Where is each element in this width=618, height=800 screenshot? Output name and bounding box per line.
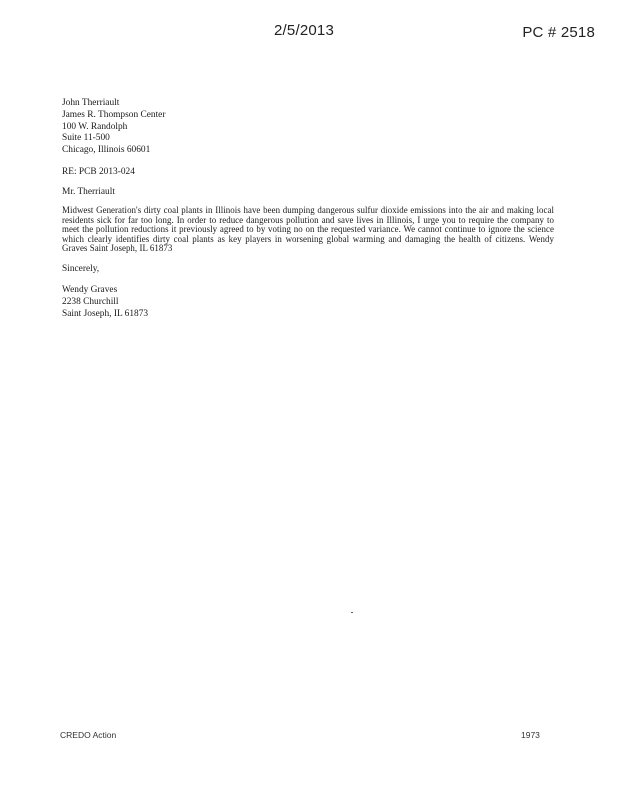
scan-speck <box>351 612 353 613</box>
pc-number-stamp: PC # 2518 <box>522 24 595 41</box>
salutation: Mr. Therriault <box>62 186 115 197</box>
re-line: RE: PCB 2013-024 <box>62 166 135 177</box>
sender-city: Saint Joseph, IL 61873 <box>62 308 149 319</box>
letter-body <box>62 98 554 320</box>
footer-source: CREDO Action <box>60 730 117 740</box>
recipient-city: Chicago, Illinois 60601 <box>62 145 151 156</box>
recipient-building: James R. Thompson Center <box>62 109 166 120</box>
recipient-suite: Suite 11-500 <box>62 133 110 144</box>
filing-date-stamp: 2/5/2013 <box>274 22 334 39</box>
recipient-street: 100 W. Randolph <box>62 121 128 132</box>
recipient-name: John Therriault <box>62 98 120 108</box>
sender-address <box>62 285 554 320</box>
closing: Sincerely, <box>62 263 100 274</box>
sender-street: 2238 Churchill <box>62 296 119 307</box>
footer-page-number: 1973 <box>521 730 540 740</box>
letter-paragraph: Midwest Generation's dirty coal plants in Illinois have been dumping dangerous sulfur dioxide emissions into the air and making local residents sick for far too long. In order to reduce dangerous pollution and save lives in Illinois, I urge you to require the company to meet the pollution reductions it previously agreed to by voting no on the requested variance. We cannot continue to ignore the science which clearly identifies dirty coal plants as key players in worsening global warming and damaging the health of citizens. Wendy Graves Saint Joseph, IL 61873 <box>62 204 554 254</box>
recipient-address <box>62 98 554 157</box>
sender-name: Wendy Graves <box>62 284 118 295</box>
